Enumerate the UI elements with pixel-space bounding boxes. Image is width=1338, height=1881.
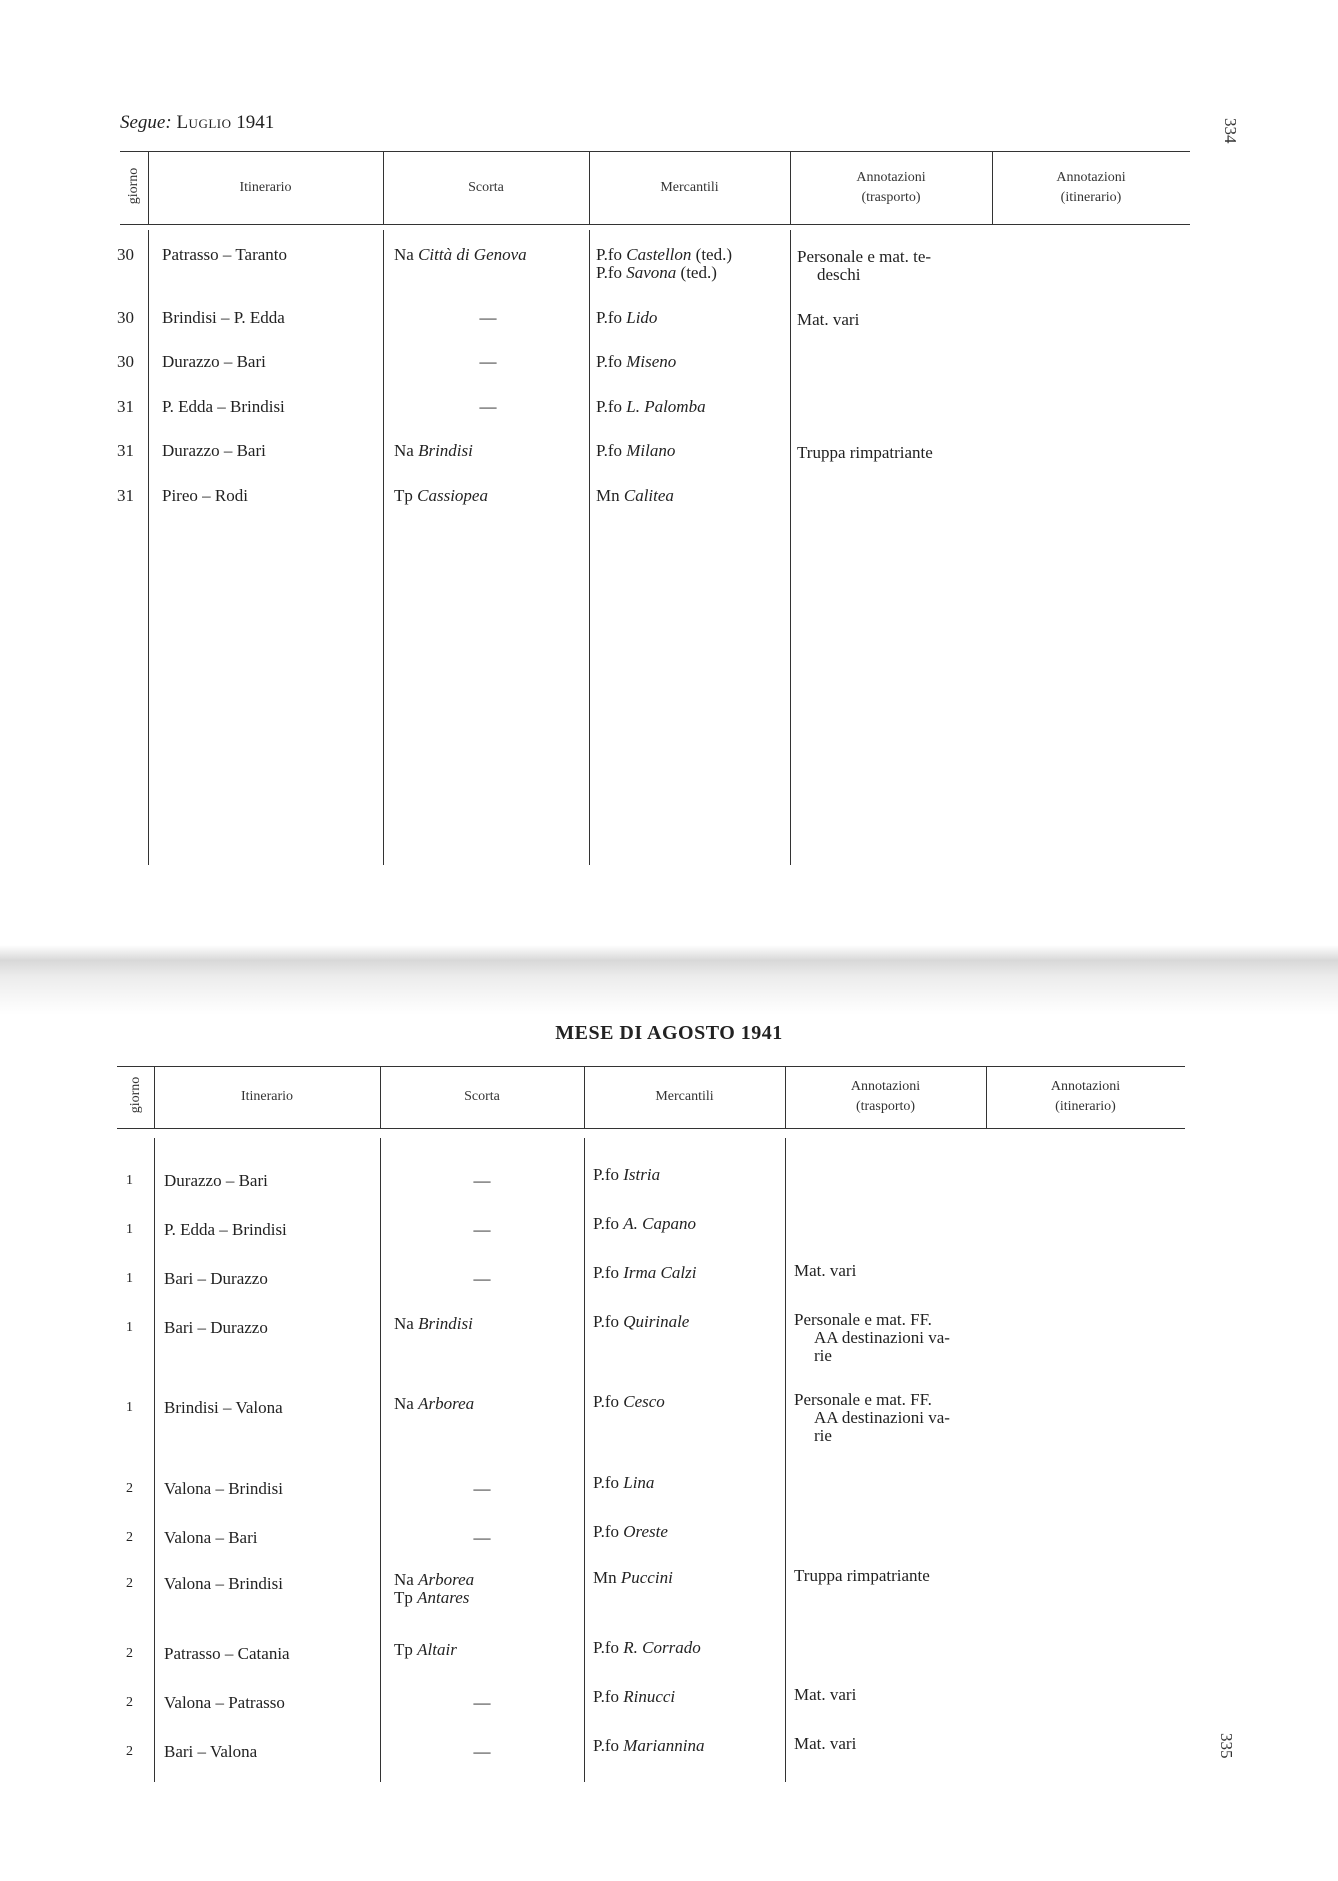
row-annotazione — [794, 1391, 994, 1445]
row-annotazione — [794, 1262, 994, 1280]
header-annotazioni-trasporto-line: (trasporto) — [861, 189, 921, 205]
row-mercantile: Mn Puccini — [593, 1568, 673, 1587]
annotazione-line: Personale e mat. te- — [797, 247, 932, 266]
row-annotazione — [794, 1686, 994, 1704]
body-column-rule — [154, 1138, 155, 1782]
row-day: 1 — [126, 1173, 133, 1188]
header-annotazioni-trasporto — [785, 1066, 986, 1128]
header-giorno: giorno — [127, 1076, 143, 1114]
row-day: 2 — [126, 1744, 133, 1759]
row-day: 1 — [126, 1271, 133, 1286]
header-annotazioni-trasporto-line: Annotazioni — [850, 1079, 921, 1094]
row-itinerario: Bari – Durazzo — [164, 1318, 268, 1337]
row-day: 2 — [126, 1481, 133, 1496]
annotazione-line: Mat. vari — [797, 310, 860, 329]
header-itinerario — [154, 1066, 380, 1128]
body-column-rule — [383, 230, 384, 865]
header-annotazioni-itinerario-line: (itinerario) — [1060, 189, 1122, 205]
row-mercantile: P.fo Castellon (ted.) — [596, 245, 732, 264]
header-annotazioni-itinerario-line: Annotazioni — [1056, 169, 1126, 185]
row-annotazione — [794, 1735, 994, 1753]
header-mercantili — [584, 1066, 785, 1128]
row-scorta: — — [479, 308, 497, 327]
header-scorta-line: Scorta — [464, 1089, 500, 1104]
row-mercantile: P.fo Lido — [596, 308, 658, 327]
row-scorta: — — [473, 1220, 491, 1239]
row-day: 31 — [117, 441, 134, 460]
header-scorta — [383, 151, 589, 224]
header-annotazioni-trasporto-line: (trasporto) — [855, 1099, 916, 1114]
header-itinerario-line: Itinerario — [240, 1089, 294, 1104]
row-mercantile: P.fo Oreste — [593, 1522, 668, 1541]
row-mercantile: P.fo R. Corrado — [593, 1638, 701, 1657]
row-day: 30 — [117, 352, 134, 371]
annotazione-line: AA destinazioni va- — [814, 1328, 950, 1347]
row-day: 1 — [126, 1222, 133, 1237]
header-mercantili-line: Mercantili — [655, 1089, 714, 1104]
row-scorta: Tp Antares — [394, 1588, 470, 1607]
header-annotazioni-itinerario — [986, 1066, 1185, 1128]
header-itinerario — [148, 151, 383, 224]
row-annotazione — [797, 248, 997, 284]
row-itinerario: Valona – Brindisi — [164, 1574, 283, 1593]
body-column-rule — [785, 1138, 786, 1782]
row-scorta: Tp Altair — [394, 1640, 457, 1659]
row-itinerario: Valona – Brindisi — [164, 1479, 283, 1498]
row-scorta: Na Arborea — [394, 1394, 475, 1413]
row-day: 1 — [126, 1320, 133, 1335]
row-mercantile: Mn Calitea — [596, 486, 674, 505]
row-mercantile: P.fo Irma Calzi — [593, 1263, 697, 1282]
row-day: 1 — [126, 1400, 133, 1415]
row-mercantile: P.fo Quirinale — [593, 1312, 690, 1331]
row-itinerario: Pireo – Rodi — [162, 486, 248, 505]
header-bottom-rule — [120, 224, 1190, 225]
page-number-top: 334 — [1221, 118, 1240, 144]
header-bottom-rule — [117, 1128, 1185, 1129]
annotazione-line: deschi — [817, 265, 861, 284]
row-itinerario: P. Edda – Brindisi — [162, 397, 285, 416]
annotazione-line: Personale e mat. FF. — [794, 1390, 932, 1409]
row-annotazione — [794, 1311, 994, 1365]
header-itinerario-line: Itinerario — [239, 179, 292, 195]
row-scorta: — — [473, 1171, 491, 1190]
row-scorta: — — [473, 1479, 491, 1498]
header-annotazioni-trasporto-line: Annotazioni — [856, 169, 926, 185]
row-day: 2 — [126, 1695, 133, 1710]
row-scorta: Na Brindisi — [394, 1314, 473, 1333]
row-day: 31 — [117, 486, 134, 505]
row-scorta: — — [473, 1693, 491, 1712]
row-itinerario: Patrasso – Taranto — [162, 245, 288, 264]
row-mercantile: P.fo Milano — [596, 441, 676, 460]
row-mercantile: P.fo Istria — [593, 1165, 661, 1184]
row-annotazione — [794, 1567, 994, 1585]
row-scorta: Na Arborea — [394, 1570, 475, 1589]
row-itinerario: Valona – Patrasso — [164, 1693, 285, 1712]
row-mercantile: P.fo Miseno — [596, 352, 677, 371]
row-scorta: — — [473, 1742, 491, 1761]
page-number-bottom: 335 — [1217, 1733, 1236, 1759]
row-mercantile: P.fo Savona (ted.) — [596, 263, 717, 282]
header-annotazioni-itinerario-line: Annotazioni — [1050, 1079, 1121, 1094]
annotazione-line: rie — [814, 1426, 832, 1445]
row-itinerario: Durazzo – Bari — [164, 1171, 268, 1190]
running-head-prefix: Segue: — [120, 112, 172, 133]
header-annotazioni-trasporto — [790, 151, 992, 224]
row-itinerario: Brindisi – Valona — [164, 1398, 283, 1417]
annotazione-line: Mat. vari — [794, 1685, 857, 1704]
row-day: 2 — [126, 1576, 133, 1591]
annotazione-line: Mat. vari — [794, 1734, 857, 1753]
row-mercantile: P.fo L. Palomba — [596, 397, 706, 416]
row-itinerario: Durazzo – Bari — [162, 352, 266, 371]
section-title: MESE DI AGOSTO 1941 — [555, 1022, 783, 1044]
row-itinerario: P. Edda – Brindisi — [164, 1220, 287, 1239]
row-day: 31 — [117, 397, 134, 416]
row-mercantile: P.fo Rinucci — [593, 1687, 676, 1706]
header-giorno: giorno — [126, 167, 141, 204]
row-day: 30 — [117, 245, 134, 264]
row-mercantile: P.fo A. Capano — [593, 1214, 696, 1233]
body-column-rule — [589, 230, 590, 865]
body-column-rule — [584, 1138, 585, 1782]
row-itinerario: Patrasso – Catania — [164, 1644, 290, 1663]
row-mercantile: P.fo Mariannina — [593, 1736, 705, 1755]
header-mercantili — [589, 151, 790, 224]
row-day: 2 — [126, 1646, 133, 1661]
header-scorta-line: Scorta — [468, 179, 504, 195]
annotazione-line: Personale e mat. FF. — [794, 1310, 932, 1329]
running-head-year: 1941 — [236, 112, 275, 133]
row-scorta: Na Città di Genova — [394, 245, 527, 264]
row-day: 30 — [117, 308, 134, 327]
row-itinerario: Bari – Durazzo — [164, 1269, 268, 1288]
row-itinerario: Valona – Bari — [164, 1528, 258, 1547]
annotazione-line: Truppa rimpatriante — [794, 1566, 930, 1585]
row-itinerario: Bari – Valona — [164, 1742, 258, 1761]
row-scorta: Na Brindisi — [394, 441, 473, 460]
scan-fold-shadow — [0, 945, 1338, 1015]
body-column-rule — [790, 230, 791, 865]
body-column-rule — [380, 1138, 381, 1782]
annotazione-line: Truppa rimpatriante — [797, 443, 933, 462]
row-annotazione — [797, 311, 997, 329]
row-scorta: Tp Cassiopea — [394, 486, 488, 505]
row-itinerario: Brindisi – P. Edda — [162, 308, 285, 327]
row-scorta: — — [473, 1528, 491, 1547]
row-annotazione — [797, 444, 997, 462]
header-mercantili-line: Mercantili — [660, 179, 719, 195]
row-scorta: — — [473, 1269, 491, 1288]
row-mercantile: P.fo Lina — [593, 1473, 655, 1492]
running-head — [120, 112, 274, 134]
annotazione-line: AA destinazioni va- — [814, 1408, 950, 1427]
header-annotazioni-itinerario — [992, 151, 1190, 224]
annotazione-line: Mat. vari — [794, 1261, 857, 1280]
running-head-month: Luglio — [176, 112, 232, 133]
row-mercantile: P.fo Cesco — [593, 1392, 665, 1411]
body-column-rule — [148, 230, 149, 865]
row-scorta: — — [479, 397, 497, 416]
header-annotazioni-itinerario-line: (itinerario) — [1055, 1099, 1116, 1114]
row-scorta: — — [479, 352, 497, 371]
header-scorta — [380, 1066, 584, 1128]
annotazione-line: rie — [814, 1346, 832, 1365]
row-itinerario: Durazzo – Bari — [162, 441, 266, 460]
row-day: 2 — [126, 1530, 133, 1545]
